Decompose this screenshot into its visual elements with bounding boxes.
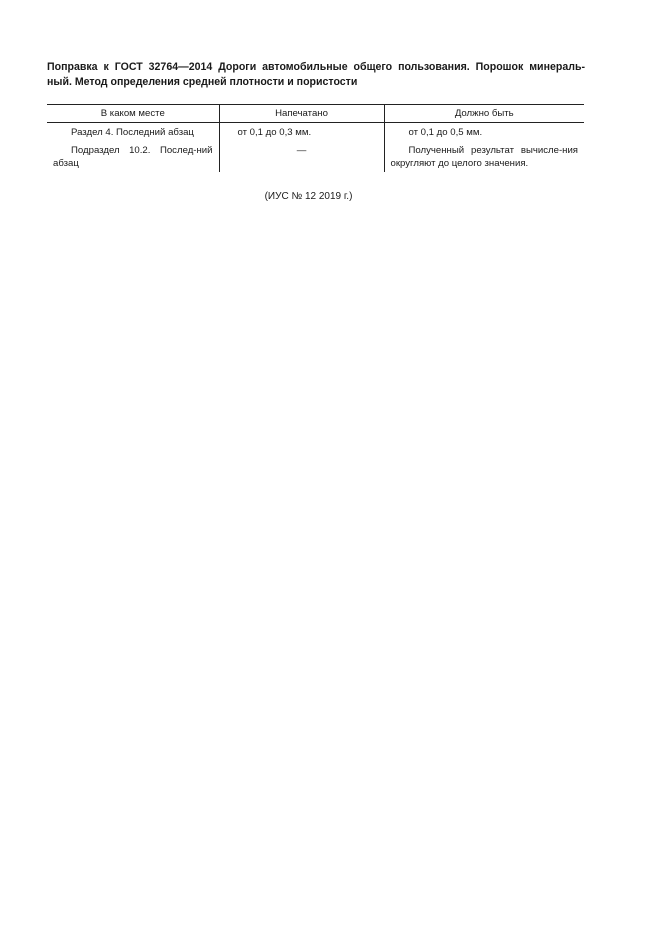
table-row: [47, 123, 584, 142]
document-title-line-2: ный. Метод определения средней плотности и пористости: [47, 75, 358, 88]
cell-should-be: Полученный результат вычисле-ния округляют до целого значения.: [384, 141, 584, 172]
table-row: [47, 141, 584, 172]
table-header-row: [47, 105, 584, 123]
header-place: В каком месте: [47, 105, 219, 123]
cell-printed: от 0,1 до 0,3 мм.: [219, 123, 384, 142]
cell-place: Раздел 4. Последний абзац: [71, 127, 194, 138]
document-title: [47, 60, 585, 89]
header-should-be: Должно быть: [384, 105, 584, 123]
cell-should-be: от 0,1 до 0,5 мм.: [384, 123, 584, 142]
document-title-line-1: Поправка к ГОСТ 32764—2014 Дороги автомобильные общего пользования. Порошок минераль-: [47, 61, 585, 73]
cell-place: Подраздел 10.2. Послед-ний абзац: [53, 145, 213, 169]
publication-note: (ИУС № 12 2019 г.): [264, 191, 353, 202]
corrections-table: [47, 104, 584, 172]
cell-printed: —: [219, 141, 384, 172]
header-printed: Напечатано: [219, 105, 384, 123]
